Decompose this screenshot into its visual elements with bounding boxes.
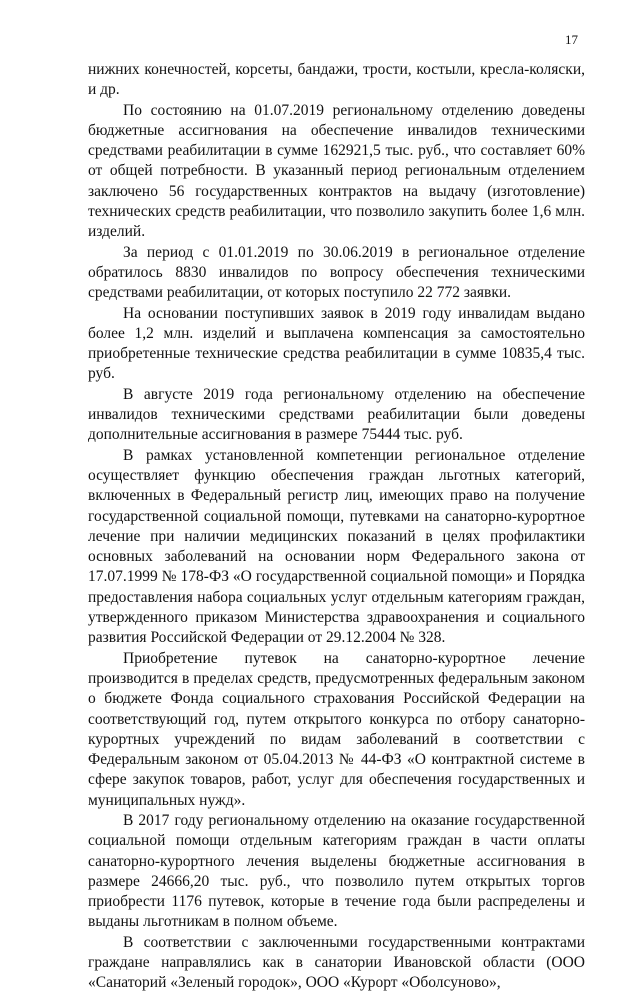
paragraph-continuation: нижних конечностей, корсеты, бандажи, трости, костыли, кресла-коляски, и др. bbox=[88, 61, 585, 99]
paragraph-applications: За период с 01.01.2019 по 30.06.2019 в региональное отделение обратилось 8830 инвалидов по вопросу обеспечения техническими средствами реабилитации, от которых поступило 22 772 заявки. bbox=[88, 243, 585, 302]
document-body bbox=[88, 60, 585, 994]
paragraph-additional-funding: В августе 2019 года региональному отделению на обеспечение инвалидов техническими средствами реабилитации были доведены дополнительные ассигнования в размере 75444 тыс. руб. bbox=[88, 385, 585, 444]
paragraph-sanatorium-function: В рамках установленной компетенции региональное отделение осуществляет функцию обеспечения граждан льготных категорий, включенных в Федеральный регистр лиц, имеющих право на получение государственной социальной помощи, путевками на санаторно-курортное лечение при наличии медицинских показаний в целях профилактики основных заболеваний на основании норм Федерального закона от 17.07.1999 № 178-ФЗ «О государственной социальной помощи» и Порядка предоставления набора социальных услуг отдельным категориям граждан, утвержденного приказом Министерства здравоохранения и социального развития Российской Федерации от 29.12.2004 № 328. bbox=[88, 446, 585, 647]
paragraph-contracts: В соответствии с заключенными государственными контрактами граждане направлялись как в санатории Ивановской области (ООО «Санаторий «Зеленый городок», ООО «Курорт «Оболсуново», bbox=[88, 933, 585, 992]
paragraph-voucher-procurement: Приобретение путевок на санаторно-курортное лечение производится в пределах средств, предусмотренных федеральным законом о бюджете Фонда социального страхования Российской Федерации на соответствующий год, путем открытого конкурса по отбору санаторно-курортных учреждений по видам заболеваний в соответствии с Федеральным законом от 05.04.2013 № 44-ФЗ «О контрактной системе в сфере закупок товаров, работ, услуг для обеспечения государственных и муниципальных нужд». bbox=[88, 649, 585, 809]
page-number: 17 bbox=[565, 32, 578, 47]
paragraph-issued-items: На основании поступивших заявок в 2019 году инвалидам выдано более 1,2 млн. изделий и выплачена компенсация за самостоятельно приобретенные технические средства реабилитации в сумме 10835,4 тыс. руб. bbox=[88, 304, 585, 383]
paragraph-2017-allocation: В 2017 году региональному отделению на оказание государственной социальной помощи отдельным категориям граждан в части оплаты санаторно-курортного лечения выделены бюджетные ассигнования в размере 24666,20 тыс. руб., что позволило путем открытых торгов приобрести 1176 путевок, которые в течение года были распределены и выданы льготникам в полном объеме. bbox=[88, 811, 585, 931]
paragraph-budget-allocation: По состоянию на 01.07.2019 региональному отделению доведены бюджетные ассигнования на обеспечение инвалидов техническими средствами реабилитации в сумме 162921,5 тыс. руб., что составляет 60% от общей потребности. В указанный период региональным отделением заключено 56 государственных контрактов на выдачу (изготовление) технических средств реабилитации, что позволило закупить более 1,6 млн. изделий. bbox=[88, 101, 585, 241]
